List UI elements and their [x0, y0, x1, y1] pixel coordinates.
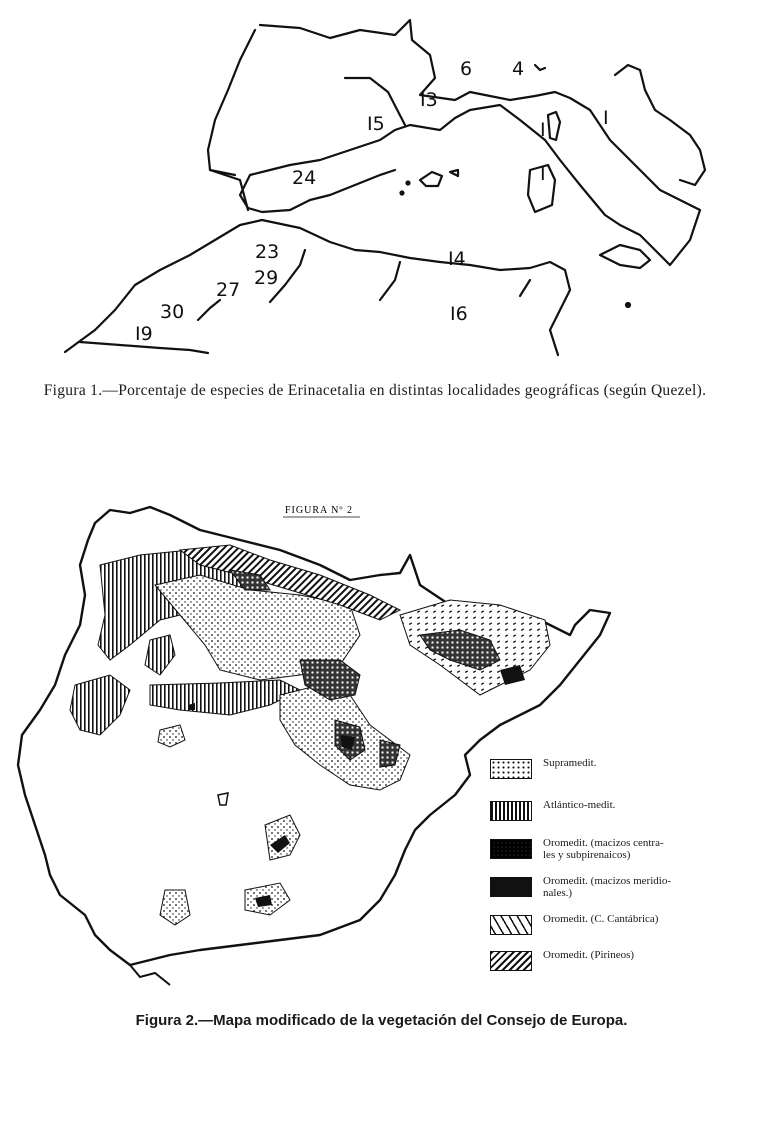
legend-label: Supramedit.: [543, 757, 597, 769]
label-16: I6: [450, 303, 468, 325]
legend-swatch-vertical: [490, 801, 532, 821]
legend-swatch-dashes: [490, 915, 532, 935]
legend-label: Oromedit. (Pirineos): [543, 949, 635, 961]
legend-item-oromedit-meridionales: [490, 873, 760, 903]
label-23: 23: [255, 241, 280, 263]
legend-swatch-solid: [490, 877, 532, 897]
label-14: I4: [448, 248, 466, 270]
label-30: 30: [160, 301, 185, 323]
legend-item-atlantico: [490, 797, 760, 827]
label-1-corsica: I: [540, 119, 546, 141]
label-27: 27: [216, 279, 241, 301]
label-1-sardinia: I: [540, 163, 546, 185]
legend-swatch-dots: [490, 759, 532, 779]
legend-label: Oromedit. (C. Cantábrica): [543, 913, 659, 925]
legend-item-oromedit-pirineos: [490, 947, 760, 977]
label-29: 29: [254, 267, 279, 289]
legend-label: Oromedit. (macizos centra- les y subpirenaicos): [543, 837, 664, 861]
legend-swatch-diagonal: [490, 951, 532, 971]
label-19: I9: [135, 323, 153, 345]
legend-label: Atlántico-medit.: [543, 799, 616, 811]
legend-item-oromedit-cantabrica: [490, 911, 760, 941]
label-1-italy: I: [603, 107, 609, 129]
legend-item-supramedit: [490, 755, 760, 785]
label-24: 24: [292, 167, 317, 189]
label-15: I5: [367, 113, 385, 135]
label-4: 4: [512, 58, 525, 80]
figure1-map: [0, 0, 763, 370]
label-13: I3: [420, 89, 438, 111]
legend-swatch-crosshatch: [490, 839, 532, 859]
figure2-title: FIGURA Nº 2: [285, 505, 353, 516]
legend-item-oromedit-central: [490, 835, 760, 865]
figure2-caption: Figura 2.—Mapa modificado de la vegetación del Consejo de Europa.: [135, 1012, 628, 1029]
label-6: 6: [460, 58, 473, 80]
figure1-caption: Figura 1.—Porcentaje de especies de Erinacetalia en distintas localidades geográficas (según Quezel).: [43, 382, 707, 399]
legend-label: Oromedit. (macizos meridio- nales.): [543, 875, 671, 899]
